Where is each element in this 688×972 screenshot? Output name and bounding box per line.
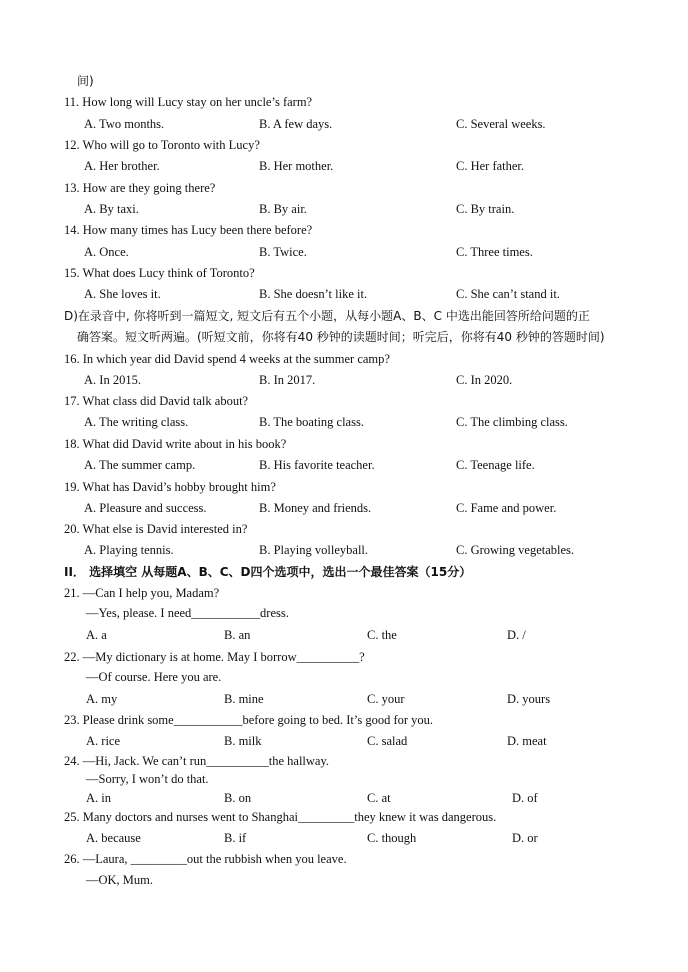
- question-12: 12. Who will go to Toronto with Lucy?: [64, 138, 260, 152]
- option-21-b[interactable]: B. an: [224, 628, 251, 642]
- option-25-d[interactable]: D. or: [512, 831, 538, 845]
- question-21-line2: —Yes, please. I need___________dress.: [86, 606, 289, 620]
- question-19: 19. What has David’s hobby brought him?: [64, 480, 276, 494]
- option-14-c[interactable]: C. Three times.: [456, 245, 533, 259]
- question-24: 24. —Hi, Jack. We can’t run__________the hallway.: [64, 754, 330, 768]
- option-23-d[interactable]: D. meat: [507, 734, 547, 748]
- option-22-c[interactable]: C. your: [367, 692, 405, 706]
- continued-text: 间): [77, 74, 94, 88]
- question-26-line2: —OK, Mum.: [86, 873, 154, 887]
- option-18-b[interactable]: B. His favorite teacher.: [259, 458, 375, 472]
- question-11: 11. How long will Lucy stay on her uncle’s farm?: [64, 95, 313, 109]
- question-20: 20. What else is David interested in?: [64, 522, 248, 536]
- option-20-b[interactable]: B. Playing volleyball.: [259, 543, 369, 557]
- option-23-b[interactable]: B. milk: [224, 734, 262, 748]
- option-25-b[interactable]: B. if: [224, 831, 247, 845]
- option-21-d[interactable]: D. /: [507, 628, 526, 642]
- option-21-c[interactable]: C. the: [367, 628, 397, 642]
- question-23: 23. Please drink some___________before going to bed. It’s good for you.: [64, 713, 434, 727]
- option-24-d[interactable]: D. of: [512, 791, 538, 805]
- option-11-c[interactable]: C. Several weeks.: [456, 117, 546, 131]
- option-20-a[interactable]: A. Playing tennis.: [84, 543, 174, 557]
- question-13: 13. How are they going there?: [64, 181, 216, 195]
- option-24-b[interactable]: B. on: [224, 791, 252, 805]
- option-18-c[interactable]: C. Teenage life.: [456, 458, 535, 472]
- option-12-c[interactable]: C. Her father.: [456, 159, 525, 173]
- option-11-a[interactable]: A. Two months.: [84, 117, 165, 131]
- option-16-a[interactable]: A. In 2015.: [84, 373, 141, 387]
- option-17-c[interactable]: C. The climbing class.: [456, 415, 568, 429]
- question-14: 14. How many times has Lucy been there before?: [64, 223, 313, 237]
- section-d-instructions-line1: D)在录音中, 你将听到一篇短文, 短文后有五个小题，从每小题A、B、C 中选出能回答所给问题的正: [64, 309, 590, 323]
- option-19-a[interactable]: A. Pleasure and success.: [84, 501, 207, 515]
- question-25: 25. Many doctors and nurses went to Shanghai_________they knew it was dangerous.: [64, 810, 497, 824]
- question-18: 18. What did David write about in his book?: [64, 437, 287, 451]
- option-14-b[interactable]: B. Twice.: [259, 245, 307, 259]
- question-21: 21. —Can I help you, Madam?: [64, 586, 220, 600]
- option-23-c[interactable]: C. salad: [367, 734, 408, 748]
- option-14-a[interactable]: A. Once.: [84, 245, 129, 259]
- option-12-b[interactable]: B. Her mother.: [259, 159, 334, 173]
- question-15: 15. What does Lucy think of Toronto?: [64, 266, 255, 280]
- question-22: 22. —My dictionary is at home. May I borrow__________?: [64, 650, 365, 664]
- option-19-c[interactable]: C. Fame and power.: [456, 501, 557, 515]
- question-22-line2: —Of course. Here you are.: [86, 670, 222, 684]
- option-17-a[interactable]: A. The writing class.: [84, 415, 189, 429]
- option-22-d[interactable]: D. yours: [507, 692, 551, 706]
- question-16: 16. In which year did David spend 4 weeks at the summer camp?: [64, 352, 390, 366]
- option-16-b[interactable]: B. In 2017.: [259, 373, 316, 387]
- option-19-b[interactable]: B. Money and friends.: [259, 501, 372, 515]
- question-24-line2: —Sorry, I won’t do that.: [86, 772, 209, 786]
- section-d-instructions-line2: 确答案。短文听两遍。(听短文前，你将有40 秒钟的读题时间；听完后，你将有40 秒钟的答题时间): [77, 330, 605, 344]
- option-15-a[interactable]: A. She loves it.: [84, 287, 161, 301]
- option-13-b[interactable]: B. By air.: [259, 202, 307, 216]
- option-20-c[interactable]: C. Growing vegetables.: [456, 543, 575, 557]
- question-17: 17. What class did David talk about?: [64, 394, 249, 408]
- option-12-a[interactable]: A. Her brother.: [84, 159, 160, 173]
- option-25-a[interactable]: A. because: [86, 831, 141, 845]
- option-13-a[interactable]: A. By taxi.: [84, 202, 139, 216]
- option-16-c[interactable]: C. In 2020.: [456, 373, 513, 387]
- option-25-c[interactable]: C. though: [367, 831, 417, 845]
- option-24-a[interactable]: A. in: [86, 791, 111, 805]
- option-13-c[interactable]: C. By train.: [456, 202, 515, 216]
- section-ii-title: II． 选择填空 从每题A、B、C、D四个选项中，选出一个最佳答案（15分）: [64, 565, 472, 579]
- option-18-a[interactable]: A. The summer camp.: [84, 458, 196, 472]
- option-15-c[interactable]: C. She can’t stand it.: [456, 287, 560, 301]
- option-22-a[interactable]: A. my: [86, 692, 118, 706]
- option-17-b[interactable]: B. The boating class.: [259, 415, 364, 429]
- option-24-c[interactable]: C. at: [367, 791, 391, 805]
- option-21-a[interactable]: A. a: [86, 628, 107, 642]
- question-26: 26. —Laura, _________out the rubbish when you leave.: [64, 852, 347, 866]
- option-11-b[interactable]: B. A few days.: [259, 117, 333, 131]
- option-15-b[interactable]: B. She doesn’t like it.: [259, 287, 368, 301]
- option-22-b[interactable]: B. mine: [224, 692, 264, 706]
- option-23-a[interactable]: A. rice: [86, 734, 121, 748]
